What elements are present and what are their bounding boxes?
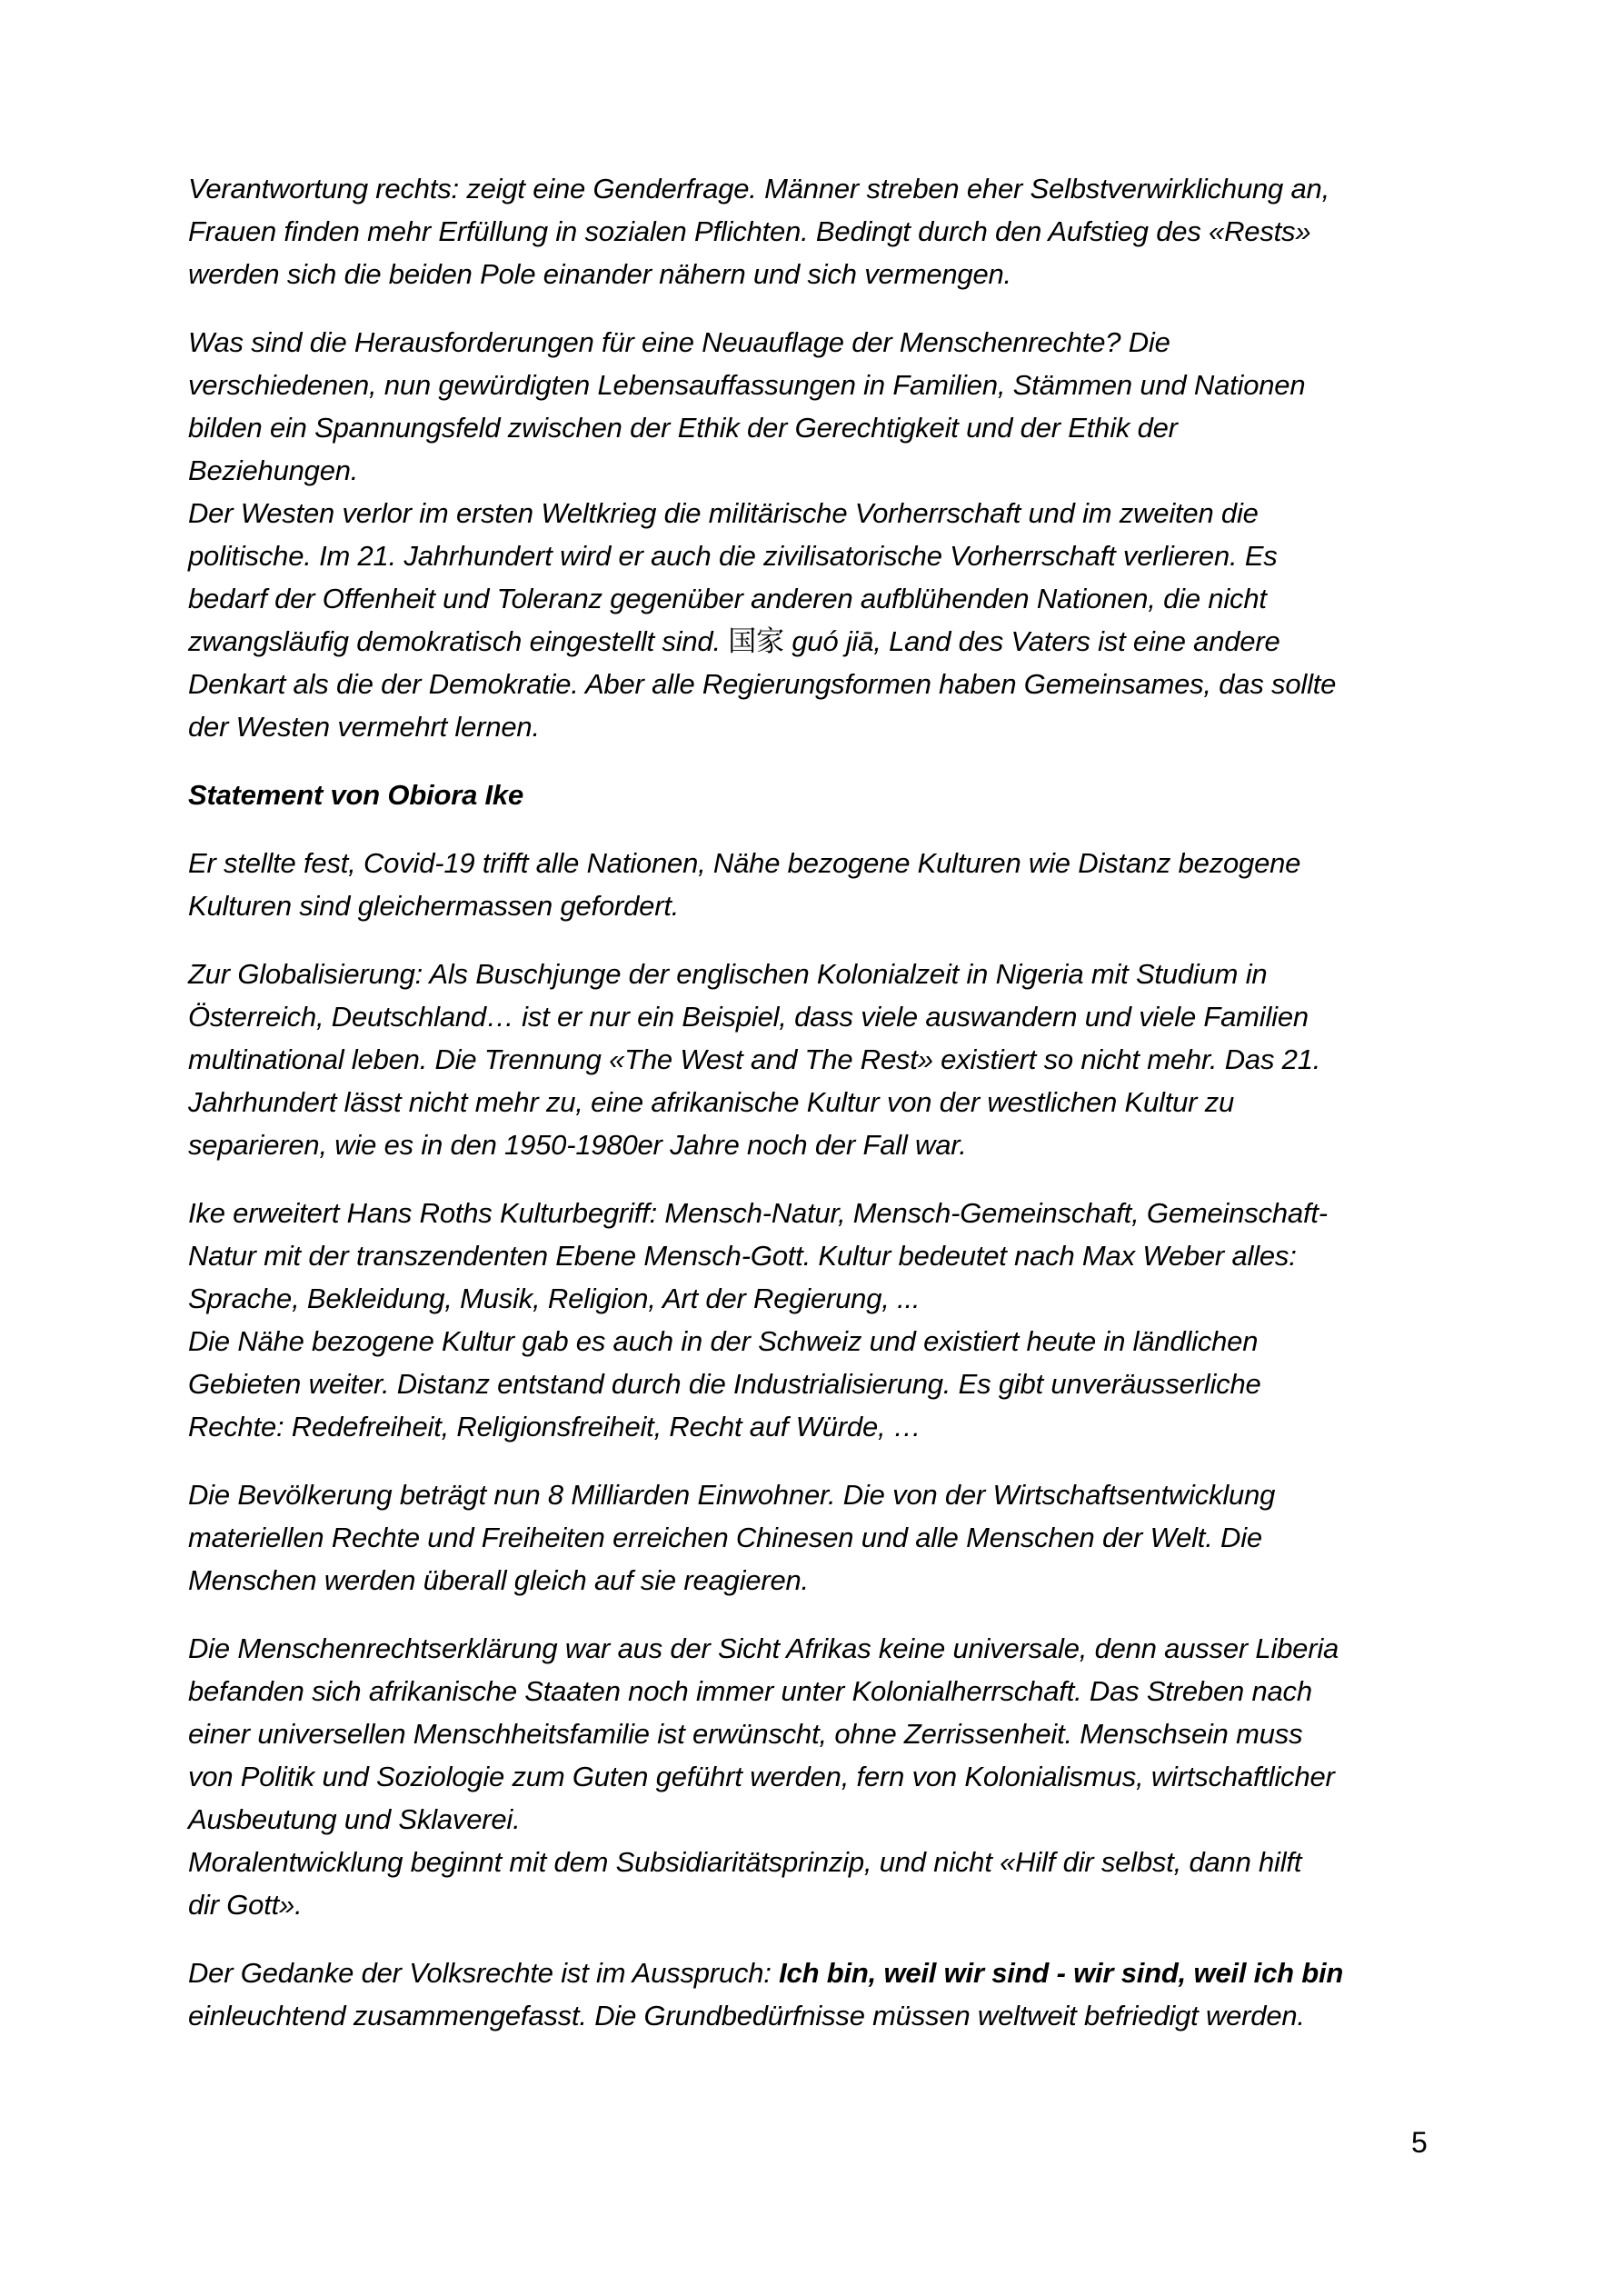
paragraph-herausforderungen (188, 321, 1479, 748)
text-line: bilden ein Spannungsfeld zwischen der Ethik der Gerechtigkeit und der Ethik der (188, 412, 1178, 444)
text-run: Der Gedanke der Volksrechte ist im Ausspruch: (188, 1957, 780, 1989)
text-line: Der Westen verlor im ersten Weltkrieg die militärische Vorherrschaft und im zweiten die (188, 497, 1259, 529)
text-line: Die Nähe bezogene Kultur gab es auch in der Schweiz und existiert heute in ländlichen (188, 1325, 1259, 1357)
paragraph-gender-question (188, 167, 1479, 295)
text-line: von Politik und Soziologie zum Guten geführt werden, fern von Kolonialismus, wirtschaftlicher (188, 1761, 1335, 1792)
text-line: Gebieten weiter. Distanz entstand durch die Industrialisierung. Es gibt unveräusserliche (188, 1368, 1261, 1400)
paragraph-menschenrechtserklaerung (188, 1627, 1479, 1926)
text-line: Sprache, Bekleidung, Musik, Religion, Art der Regierung, ... (188, 1283, 921, 1314)
text-line: Er stellte fest, Covid-19 trifft alle Nationen, Nähe bezogene Kulturen wie Distanz bezogene (188, 847, 1301, 879)
text-line: dir Gott». (188, 1889, 303, 1921)
text-line: Natur mit der transzendenten Ebene Mensch-Gott. Kultur bedeutet nach Max Weber alles: (188, 1240, 1297, 1272)
text-line: Kulturen sind gleichermassen gefordert. (188, 890, 680, 922)
text-line (188, 1952, 1479, 1994)
text-line: verschiedenen, nun gewürdigten Lebensauffassungen in Familien, Stämmen und Nationen (188, 369, 1306, 401)
text-line: Moralentwicklung beginnt mit dem Subsidiaritätsprinzip, und nicht «Hilf dir selbst, dann hilft (188, 1846, 1302, 1878)
text-line: Menschen werden überall gleich auf sie reagieren. (188, 1564, 809, 1596)
text-line: Die Bevölkerung beträgt nun 8 Milliarden Einwohner. Die von der Wirtschaftsentwicklung (188, 1479, 1276, 1511)
text-line: materiellen Rechte und Freiheiten erreichen Chinesen und alle Menschen der Welt. Die (188, 1522, 1262, 1553)
paragraph-kulturbegriff (188, 1192, 1479, 1448)
text-line: einer universellen Menschheitsfamilie ist erwünscht, ohne Zerrissenheit. Menschsein muss (188, 1718, 1303, 1750)
text-line (188, 620, 1479, 663)
text-line: Ausbeutung und Sklaverei. (188, 1803, 521, 1835)
text-line: Denkart als die der Demokratie. Aber alle Regierungsformen haben Gemeinsames, das sollte (188, 668, 1337, 700)
chinese-characters: 国家 (728, 625, 784, 657)
paragraph-volksrechte (188, 1952, 1479, 2037)
text-line: separieren, wie es in den 1950-1980er Jahre noch der Fall war. (188, 1129, 967, 1161)
text-line: Frauen finden mehr Erfüllung in sozialen Pflichten. Bedingt durch den Aufstieg des «Rests» (188, 215, 1311, 247)
section-heading-statement-obiora-ike: Statement von Obiora Ike (188, 779, 524, 811)
text-line: Österreich, Deutschland… ist er nur ein Beispiel, dass viele auswandern und viele Familien (188, 1001, 1309, 1033)
text-line: einleuchtend zusammengefasst. Die Grundbedürfnisse müssen weltweit befriedigt werden. (188, 2000, 1305, 2031)
text-line: multinational leben. Die Trennung «The West and The Rest» existiert so nicht mehr. Das 21. (188, 1043, 1321, 1075)
document-body-text (188, 167, 1479, 2062)
text-line: Jahrhundert lässt nicht mehr zu, eine afrikanische Kultur von der westlichen Kultur zu (188, 1086, 1235, 1118)
text-line: bedarf der Offenheit und Toleranz gegenüber anderen aufblühenden Nationen, die nicht (188, 583, 1267, 614)
text-line: befanden sich afrikanische Staaten noch immer unter Kolonialherrschaft. Das Streben nach (188, 1675, 1312, 1707)
paragraph-covid (188, 842, 1479, 927)
text-line: Ike erweitert Hans Roths Kulturbegriff: Mensch-Natur, Mensch-Gemeinschaft, Gemeinschaft- (188, 1197, 1328, 1229)
text-line: Beziehungen. (188, 454, 359, 486)
text-line: Die Menschenrechtserklärung war aus der Sicht Afrikas keine universale, denn ausser Liberia (188, 1632, 1339, 1664)
paragraph-globalisierung (188, 953, 1479, 1166)
text-line: politische. Im 21. Jahrhundert wird er auch die zivilisatorische Vorherrschaft verlieren. Es (188, 540, 1278, 572)
bold-quote-ubuntu: Ich bin, weil wir sind - wir sind, weil ich bin (779, 1957, 1344, 1989)
text-line: werden sich die beiden Pole einander nähern und sich vermengen. (188, 258, 1011, 290)
text-run: zwangsläufig demokratisch eingestellt sind. (188, 625, 729, 657)
page-number: 5 (1411, 2126, 1428, 2159)
paragraph-bevoelkerung (188, 1473, 1479, 1602)
text-line: Rechte: Redefreiheit, Religionsfreiheit, Recht auf Würde, … (188, 1411, 921, 1442)
text-line: der Westen vermehrt lernen. (188, 711, 540, 743)
text-line: Was sind die Herausforderungen für eine Neuauflage der Menschenrechte? Die (188, 326, 1170, 358)
text-run: guó jiā, Land des Vaters ist eine andere (783, 625, 1280, 657)
text-line: Zur Globalisierung: Als Buschjunge der englischen Kolonialzeit in Nigeria mit Studium in (188, 958, 1268, 990)
text-line: Verantwortung rechts: zeigt eine Genderfrage. Männer streben eher Selbstverwirklichung an, (188, 173, 1329, 205)
